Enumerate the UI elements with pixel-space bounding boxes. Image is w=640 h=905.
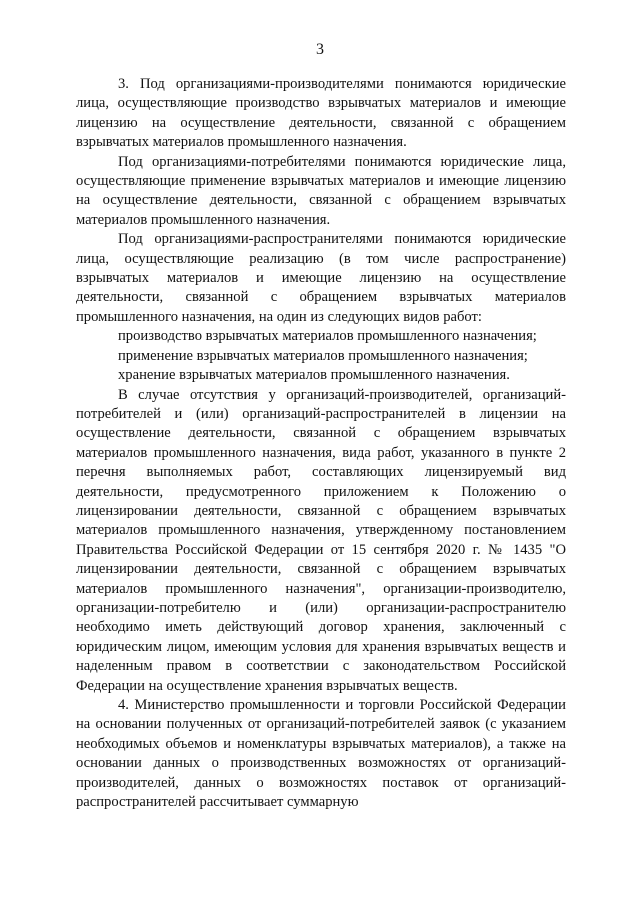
document-body [76,75,566,812]
work-type-storage: хранение взрывчатых материалов промышленного назначения. [118,367,510,384]
page-number: 3 [316,41,324,58]
paragraph-4-ministry: 4. Министерство промышленности и торговли Российской Федерации на основании полученных от организаций-потребителей заявок (с указанием необходимых объемов и номенклатуры взрывчатых материалов), а также на основании данных о производственных возможностях от организаций-производителей, данных о возможностях поставок от организаций-распространителей рассчитывает суммарную [76,697,566,811]
work-type-application: применение взрывчатых материалов промышленного назначения; [118,347,528,364]
paragraph-3-producers: 3. Под организациями-производителями понимаются юридические лица, осуществляющие производство взрывчатых материалов и имеющие лицензию на осуществление деятельности, связанной с обращением взрывчатых материалов промышленного назначения. [76,76,566,151]
work-type-production: производство взрывчатых материалов промышленного назначения; [118,328,537,345]
paragraph-absence-of-license: В случае отсутствия у организаций-производителей, организаций-потребителей и (или) организаций-распространителей в лицензии на осуществление деятельности, связанной с обращением взрывчатых материалов промышленного назначения, вида работ, указанного в пункте 2 перечня выполняемых работ, составляющих лицензируемый вид деятельности, предусмотренного приложением к Положению о лицензировании деятельности, связанной с обращением взрывчатых материалов промышленного назначения, утвержденному постановлением Правительства Российской Федерации от 15 сентября 2020 г. № 1435 "О лицензировании деятельности, связанной с обращением взрывчатых материалов промышленного назначения", организации-производителю, организации-потребителю и (или) организации-распространителю необходимо иметь действующий договор хранения, заключенный с юридическим лицом, имеющим условия для хранения взрывчатых веществ и наделенным правом в соответствии с законодательством Российской Федерации на осуществление хранения взрывчатых веществ. [76,386,566,694]
paragraph-distributors: Под организациями-распространителями понимаются юридические лица, осуществляющие реализацию (в том числе распространение) взрывчатых материалов и имеющие лицензию на осуществление деятельности, связанной с обращением взрывчатых материалов промышленного назначения, на один из следующих видов работ: [76,231,566,325]
paragraph-consumers: Под организациями-потребителями понимаются юридические лица, осуществляющие применение взрывчатых материалов и имеющие лицензию на осуществление деятельности, связанной с обращением взрывчатых материалов промышленного назначения. [76,153,566,228]
